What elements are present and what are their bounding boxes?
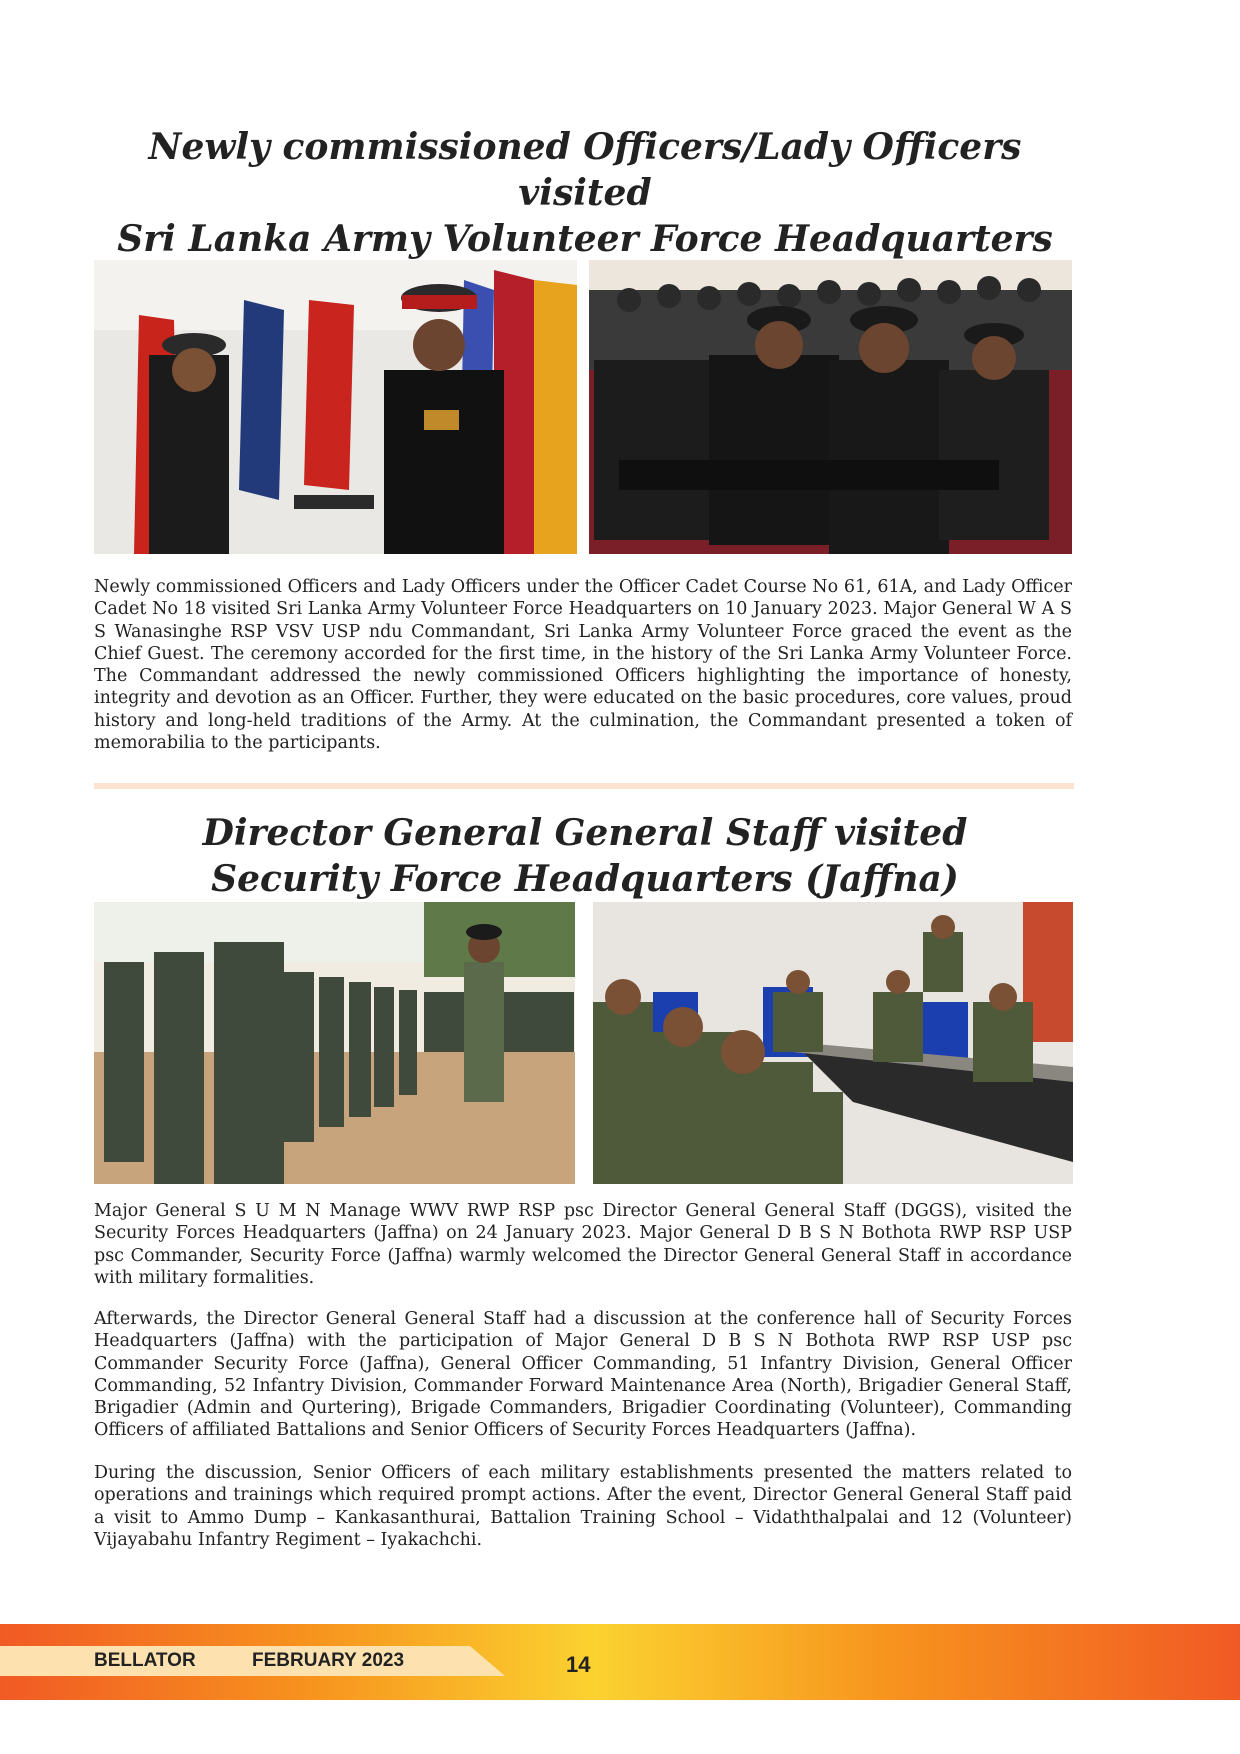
article1-title-line1: Newly commissioned Officers/Lady Officers visited (148, 126, 1022, 214)
article2-paragraph-3: During the discussion, Senior Officers of each military establishments presented the matters related to operations and trainings which required prompt actions. After the event, Director General General Staff paid a visit to Ammo Dump – Kankasanthurai, Battalion Training School – Vidaththalpalai and 12 (Volunteer) Vijayabahu Infantry Regiment – Iyakachchi. (94, 1463, 1072, 1550)
photo-conference-meeting (593, 902, 1073, 1184)
article2-title-line2: Security Force Headquarters (Jaffna) (211, 858, 959, 900)
article1-title-line2: Sri Lanka Army Volunteer Force Headquarters (117, 218, 1053, 260)
article1-title (94, 124, 1076, 262)
article2-title (94, 810, 1076, 902)
section-divider (94, 783, 1074, 789)
photo-guard-inspection (94, 902, 575, 1184)
article2-paragraph-2: Afterwards, the Director General General Staff had a discussion at the conference hall of Security Forces Headquarters (Jaffna) with the participation of Major General D B S N Bothota RWP RSP USP psc Commander Security Force (Jaffna), General Officer Commanding, 51 Infantry Division, General Officer Commanding, 52 Infantry Division, Commander Forward Maintenance Area (North), Brigadier General Staff, Brigadier (Admin and Qurtering), Brigade Commanders, Brigadier Coordinating (Volunteer), Commanding Officers of affiliated Battalions and Senior Officers of Security Forces Headquarters (Jaffna). (94, 1309, 1072, 1441)
footer-issue-date: FEBRUARY 2023 (252, 1650, 405, 1671)
photo-memorabilia-presentation (94, 260, 577, 554)
footer-page-number: 14 (566, 1652, 591, 1677)
footer-magazine-name: BELLATOR (94, 1650, 196, 1671)
photo-officers-seated (589, 260, 1072, 554)
article1-body: Newly commissioned Officers and Lady Officers under the Officer Cadet Course No 61, 61A, and Lady Officer Cadet No 18 visited Sri Lanka Army Volunteer Force Headquarters on 10 January 2023. Major General W A S S Wanasinghe RSP VSV USP ndu Commandant, Sri Lanka Army Volunteer Force graced the event as the Chief Guest. The ceremony accorded for the first time, in the history of the Sri Lanka Army Volunteer Force. The Commandant addressed the newly commissioned Officers highlighting the importance of honesty, integrity and devotion as an Officer. Further, they were educated on the basic procedures, core values, proud history and long-held traditions of the Army. At the culmination, the Commandant presented a token of memorabilia to the participants. (94, 577, 1072, 754)
article2-title-line1: Director General General Staff visited (202, 812, 968, 854)
article2-paragraph-1: Major General S U M N Manage WWV RWP RSP psc Director General General Staff (DGGS), visited the Security Forces Headquarters (Jaffna) on 24 January 2023. Major General D B S N Bothota RWP RSP USP psc Commander, Security Force (Jaffna) warmly welcomed the Director General General Staff in accordance with military formalities. (94, 1201, 1072, 1288)
